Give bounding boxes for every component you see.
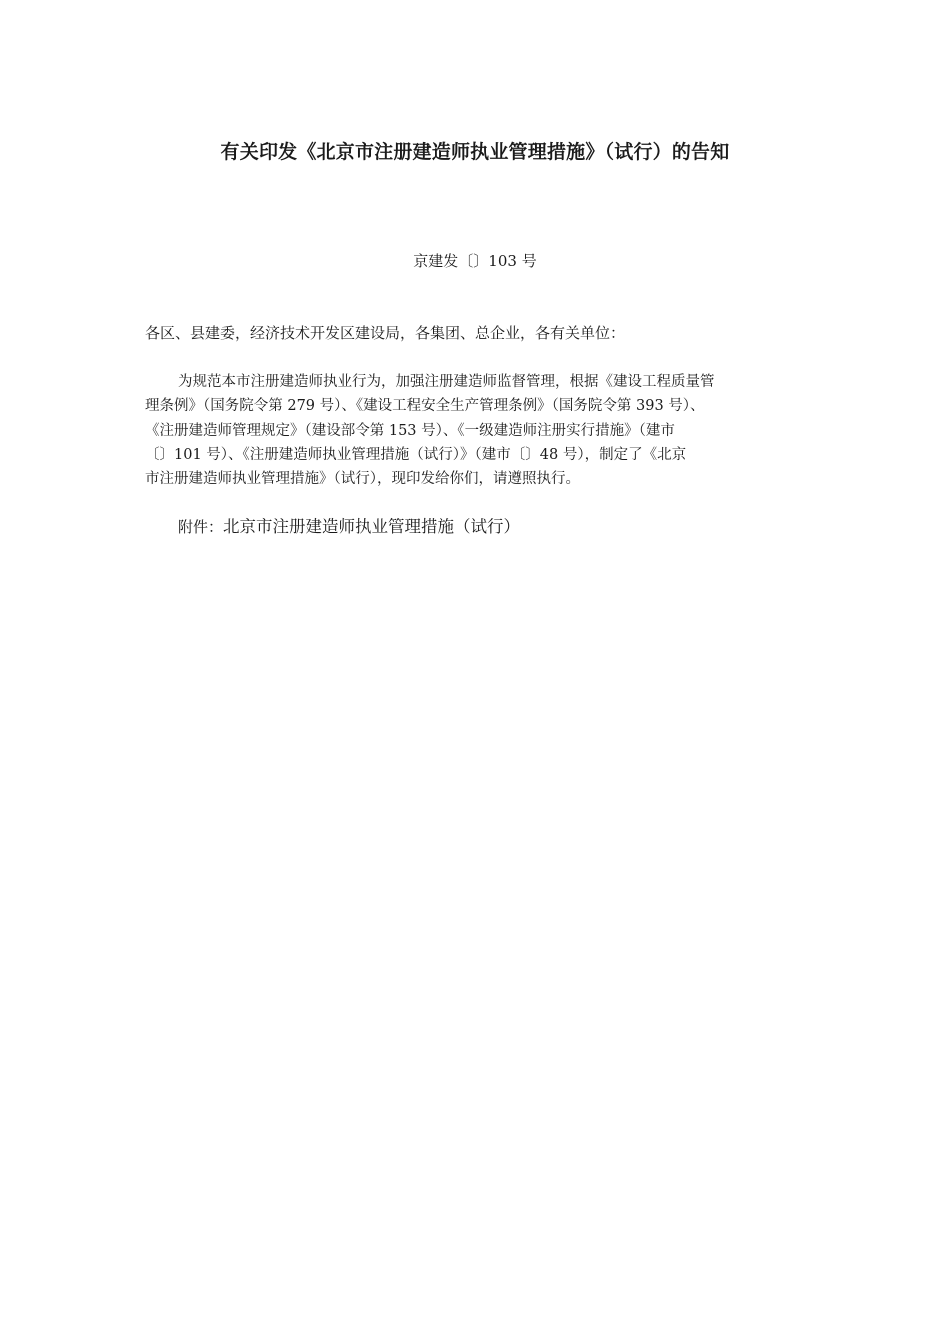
body-line: 理条例》（国务院令第 279 号）、《建设工程安全生产管理条例》（国务院令第 393 号）、 <box>145 398 705 415</box>
salutation: 各区、县建委，经济技术开发区建设局，各集团、总企业，各有关单位： <box>145 324 626 342</box>
body-line: 《注册建造师管理规定》（建设部令第 153 号）、《一级建造师注册实行措施》（建市 <box>145 422 675 439</box>
body-line: 为规范本市注册建造师执业行为，加强注册建造师监督管理，根据《建设工程质量管 <box>178 374 715 390</box>
attachment-name: 北京市注册建造师执业管理措施（试行） <box>223 517 521 536</box>
body-paragraph <box>145 370 805 491</box>
body-line: 〔〕101 号）、《注册建造师执业管理措施（试行）》（建市〔〕48 号），制定了《北京 <box>145 446 687 463</box>
attachment-line <box>178 514 520 540</box>
document-title: 有关印发《北京市注册建造师执业管理措施》（试行）的告知 <box>220 141 730 163</box>
document-number: 京建发〔〕103 号 <box>413 252 537 270</box>
attachment-label: 附件： <box>178 518 224 536</box>
body-line: 市注册建造师执业管理措施》（试行），现印发给你们，请遵照执行。 <box>145 471 580 488</box>
